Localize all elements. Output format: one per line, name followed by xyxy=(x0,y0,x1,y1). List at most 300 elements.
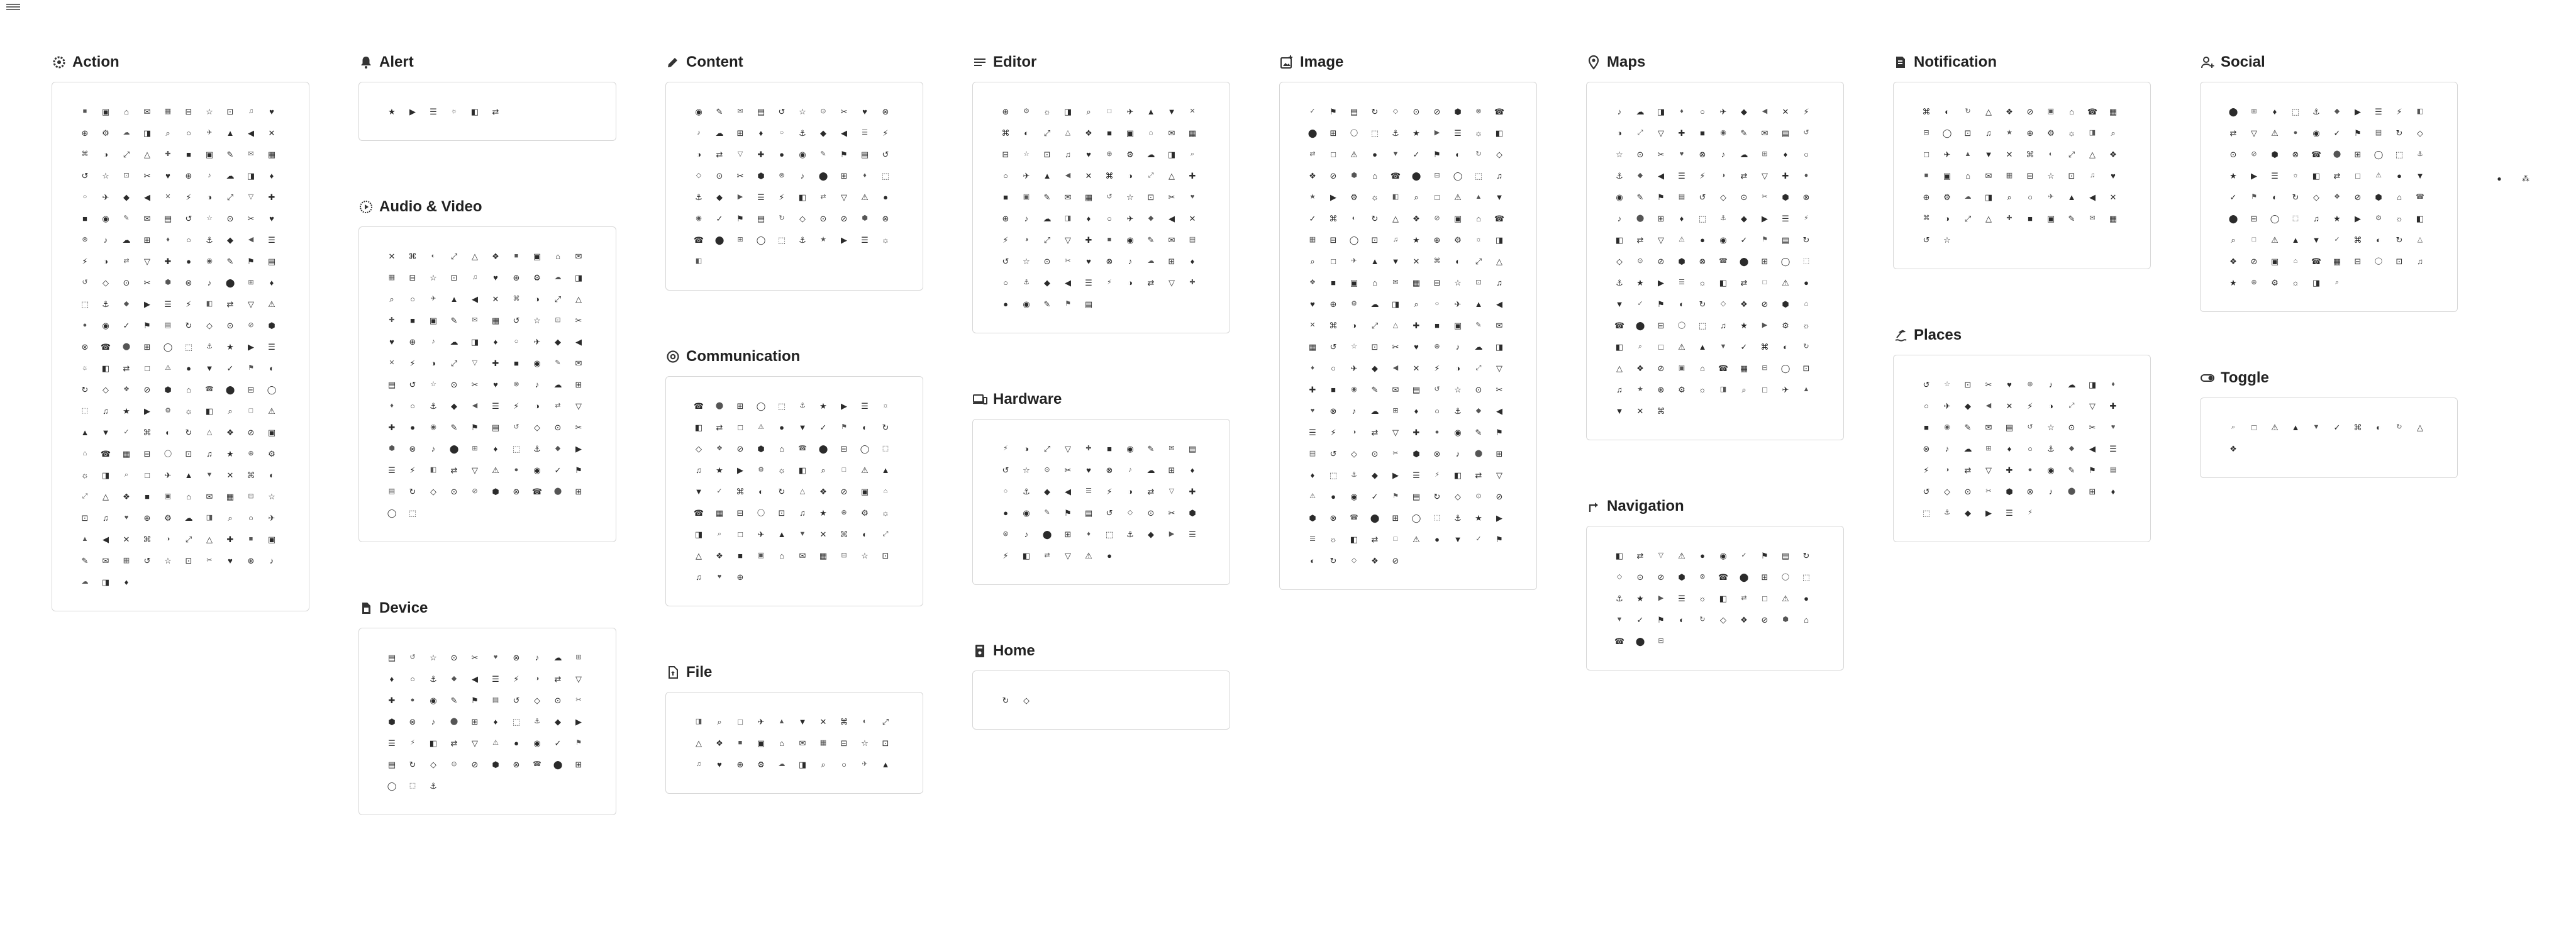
material-icon[interactable]: ★ xyxy=(820,235,826,243)
material-icon[interactable]: ▤ xyxy=(1412,384,1421,394)
material-icon[interactable]: ⊡ xyxy=(882,550,889,560)
material-icon[interactable]: ♥ xyxy=(1310,299,1315,309)
material-icon[interactable]: ❖ xyxy=(1085,128,1092,138)
material-icon[interactable]: ♫ xyxy=(1496,277,1502,287)
material-icon[interactable]: △ xyxy=(1616,363,1623,373)
material-icon[interactable]: ⇄ xyxy=(226,299,234,309)
material-icon[interactable]: ◉ xyxy=(1126,443,1134,453)
material-icon[interactable]: ⊙ xyxy=(123,277,130,287)
material-icon[interactable]: ◉ xyxy=(102,213,109,223)
material-icon[interactable]: ✉ xyxy=(1392,278,1399,286)
material-icon[interactable]: ⊗ xyxy=(2292,149,2299,159)
material-icon[interactable]: ☆ xyxy=(861,550,869,560)
material-icon[interactable]: ↻ xyxy=(1965,107,1971,115)
material-icon[interactable]: ♥ xyxy=(862,106,867,116)
material-icon[interactable]: ✓ xyxy=(1309,107,1316,115)
material-icon[interactable]: ✎ xyxy=(450,315,458,325)
material-icon[interactable]: ⊕ xyxy=(185,170,192,181)
material-icon[interactable]: ⊕ xyxy=(2251,278,2257,286)
material-icon[interactable]: ✈ xyxy=(757,716,765,726)
material-icon[interactable]: ⊙ xyxy=(2068,422,2075,432)
material-icon[interactable]: ◧ xyxy=(798,465,807,475)
material-icon[interactable]: ✈ xyxy=(1782,384,1789,394)
material-icon[interactable]: ▼ xyxy=(206,470,213,479)
material-icon[interactable]: ♦ xyxy=(1310,470,1315,480)
material-icon[interactable]: ▶ xyxy=(409,106,416,116)
material-icon[interactable]: ★ xyxy=(1636,593,1644,603)
material-icon[interactable]: ◧ xyxy=(470,106,479,116)
material-icon[interactable]: ● xyxy=(186,256,191,266)
material-icon[interactable]: ↺ xyxy=(2027,423,2033,431)
material-icon[interactable]: ○ xyxy=(1003,170,1008,181)
material-icon[interactable]: ✓ xyxy=(716,487,723,495)
material-icon[interactable]: ⚠ xyxy=(1454,192,1462,202)
material-icon[interactable]: ⚙ xyxy=(1350,192,1358,202)
material-icon[interactable]: ☰ xyxy=(1413,470,1420,480)
material-icon[interactable]: ⊗ xyxy=(882,213,889,223)
material-icon[interactable]: ◧ xyxy=(1350,534,1358,544)
material-icon[interactable]: ◆ xyxy=(1372,470,1378,480)
material-icon[interactable]: ▦ xyxy=(819,738,827,747)
material-icon[interactable]: ⌂ xyxy=(2397,192,2402,202)
material-icon[interactable]: ■ xyxy=(82,213,87,223)
material-icon[interactable]: ⚙ xyxy=(1943,192,1951,202)
material-icon[interactable]: ☰ xyxy=(2375,106,2382,116)
material-icon[interactable]: ☰ xyxy=(862,128,868,136)
material-icon[interactable]: ● xyxy=(883,192,888,202)
material-icon[interactable]: ☁ xyxy=(1146,149,1155,159)
material-icon[interactable]: ◑ xyxy=(165,535,170,543)
material-icon[interactable]: ☁ xyxy=(1963,443,1972,453)
material-icon[interactable]: ▲ xyxy=(1964,150,1972,158)
material-icon[interactable]: ◧ xyxy=(2416,213,2424,223)
material-icon[interactable]: ◧ xyxy=(1719,277,1728,287)
material-icon[interactable]: △ xyxy=(2417,235,2423,243)
material-icon[interactable]: ⊘ xyxy=(1657,363,1665,373)
material-icon[interactable]: ♦ xyxy=(1679,213,1684,223)
material-icon[interactable]: ↻ xyxy=(2292,192,2299,202)
material-icon[interactable]: ▼ xyxy=(2312,423,2320,431)
material-icon[interactable]: ▣ xyxy=(205,149,214,159)
material-icon[interactable]: ◐ xyxy=(862,422,867,432)
material-icon[interactable]: ◑ xyxy=(1024,443,1029,453)
material-icon[interactable]: ○ xyxy=(1804,149,1809,159)
material-icon[interactable]: ♥ xyxy=(717,759,722,769)
material-icon[interactable]: ⊞ xyxy=(737,235,743,243)
material-icon[interactable]: △ xyxy=(103,491,109,501)
material-icon[interactable]: ⬚ xyxy=(1698,213,1707,223)
material-icon[interactable]: ✉ xyxy=(799,738,806,748)
material-icon[interactable]: ⊘ xyxy=(247,427,255,437)
material-icon[interactable]: ▽ xyxy=(472,465,478,475)
material-icon[interactable]: ◆ xyxy=(1637,171,1643,179)
material-icon[interactable]: ◇ xyxy=(1023,695,1030,705)
material-icon[interactable]: ◆ xyxy=(227,235,233,245)
material-icon[interactable]: ◨ xyxy=(1657,106,1665,116)
material-icon[interactable]: ♫ xyxy=(2313,213,2319,223)
material-icon[interactable]: ☼ xyxy=(1699,593,1706,603)
material-icon[interactable]: ◑ xyxy=(1352,320,1357,330)
material-icon[interactable]: ↻ xyxy=(1433,491,1441,501)
material-icon[interactable]: ✓ xyxy=(1741,551,1747,559)
material-icon[interactable]: ⊟ xyxy=(1330,235,1337,245)
material-icon[interactable]: ⊙ xyxy=(716,170,723,181)
material-icon[interactable]: ◇ xyxy=(1616,572,1623,581)
material-icon[interactable]: ◐ xyxy=(1945,106,1950,116)
material-icon[interactable]: ⇄ xyxy=(492,106,499,116)
material-icon[interactable]: ❖ xyxy=(1740,299,1748,309)
material-icon[interactable]: ▲ xyxy=(80,427,89,437)
material-icon[interactable]: ↺ xyxy=(1106,508,1113,518)
material-icon[interactable]: △ xyxy=(696,550,702,560)
material-icon[interactable]: ◇ xyxy=(1720,615,1726,625)
material-icon[interactable]: ☼ xyxy=(81,364,89,372)
material-icon[interactable]: ✕ xyxy=(1413,256,1420,266)
material-icon[interactable]: ↻ xyxy=(882,422,889,432)
material-icon[interactable]: ◆ xyxy=(1372,363,1378,373)
material-icon[interactable]: ⌂ xyxy=(1965,170,1970,181)
material-icon[interactable]: ▶ xyxy=(1762,321,1768,329)
material-icon[interactable]: ⇄ xyxy=(1371,534,1379,544)
material-icon[interactable]: ▦ xyxy=(819,550,828,560)
material-icon[interactable]: ↻ xyxy=(1803,342,1809,350)
material-icon[interactable]: ⬤ xyxy=(2228,106,2238,116)
material-icon[interactable]: ○ xyxy=(2028,192,2033,202)
material-icon[interactable]: ⊘ xyxy=(2251,150,2257,158)
material-icon[interactable]: ↺ xyxy=(1002,256,1009,266)
material-icon[interactable]: ⌕ xyxy=(2231,423,2236,431)
material-icon[interactable]: ⊞ xyxy=(575,653,582,661)
material-icon[interactable]: ↺ xyxy=(1699,192,1706,202)
material-icon[interactable]: ✚ xyxy=(1413,427,1420,437)
material-icon[interactable]: ☰ xyxy=(1309,535,1316,543)
material-icon[interactable]: ⊘ xyxy=(2354,192,2362,202)
material-icon[interactable]: ■ xyxy=(738,738,743,747)
material-icon[interactable]: ♦ xyxy=(863,171,867,179)
material-icon[interactable]: ⌕ xyxy=(2231,235,2236,245)
material-icon[interactable]: ◉ xyxy=(1126,235,1134,245)
material-icon[interactable]: ⚓ xyxy=(2417,150,2423,158)
material-icon[interactable]: ☰ xyxy=(388,465,396,475)
material-icon[interactable]: ⊗ xyxy=(1802,192,1810,202)
material-icon[interactable]: ⬚ xyxy=(1370,128,1379,138)
material-icon[interactable]: ▣ xyxy=(1126,128,1135,138)
material-icon[interactable]: ✂ xyxy=(471,379,479,389)
material-icon[interactable]: ✎ xyxy=(226,149,234,159)
material-icon[interactable]: ✚ xyxy=(164,256,172,266)
material-icon[interactable]: ▦ xyxy=(388,273,396,281)
material-icon[interactable]: ♥ xyxy=(389,337,394,347)
material-icon[interactable]: ⌘ xyxy=(1657,406,1665,416)
material-icon[interactable]: ⊘ xyxy=(1657,572,1665,582)
material-icon[interactable]: ✎ xyxy=(123,214,130,222)
material-icon[interactable]: △ xyxy=(206,534,213,544)
material-icon[interactable]: ● xyxy=(1700,235,1705,245)
material-icon[interactable]: ◇ xyxy=(534,695,540,705)
material-icon[interactable]: ⚙ xyxy=(165,406,171,414)
material-icon[interactable]: ✂ xyxy=(206,556,213,564)
material-icon[interactable]: ⬢ xyxy=(268,320,275,330)
material-icon[interactable]: ⊞ xyxy=(736,401,744,411)
material-icon[interactable]: ⊕ xyxy=(2026,128,2034,138)
material-icon[interactable]: ✚ xyxy=(268,192,275,202)
material-icon[interactable]: ⚠ xyxy=(861,192,869,202)
material-icon[interactable]: ⊞ xyxy=(840,170,848,181)
material-icon[interactable]: ▼ xyxy=(205,363,214,373)
material-icon[interactable]: ◑ xyxy=(1128,170,1133,181)
material-icon[interactable]: ⇄ xyxy=(123,257,130,265)
material-icon[interactable]: ⤢ xyxy=(554,294,562,304)
material-icon[interactable]: ⬚ xyxy=(512,716,521,726)
material-icon[interactable]: ▦ xyxy=(226,491,235,501)
material-icon[interactable]: ❖ xyxy=(819,486,827,496)
material-icon[interactable]: ◀ xyxy=(472,294,478,304)
material-icon[interactable]: ○ xyxy=(248,513,253,523)
material-icon[interactable]: ✂ xyxy=(1064,465,1072,475)
material-icon[interactable]: ⊡ xyxy=(1043,149,1051,159)
material-icon[interactable]: ⬢ xyxy=(2006,486,2013,496)
material-icon[interactable]: ★ xyxy=(123,406,130,416)
material-icon[interactable]: ● xyxy=(1700,550,1705,560)
material-icon[interactable]: ▽ xyxy=(248,192,254,201)
material-icon[interactable]: ▤ xyxy=(387,759,396,769)
material-icon[interactable]: ▶ xyxy=(1658,594,1664,602)
material-icon[interactable]: ⊗ xyxy=(882,106,889,116)
material-icon[interactable]: △ xyxy=(696,738,702,748)
material-icon[interactable]: ♪ xyxy=(1455,342,1460,352)
material-icon[interactable]: ☰ xyxy=(1679,278,1685,286)
material-icon[interactable]: ⚙ xyxy=(2047,128,2055,138)
material-icon[interactable]: ◉ xyxy=(1944,423,1950,431)
material-icon[interactable]: ◐ xyxy=(862,529,867,539)
material-icon[interactable]: ★ xyxy=(716,465,723,475)
material-icon[interactable]: ■ xyxy=(410,315,415,325)
material-icon[interactable]: ⚑ xyxy=(841,423,847,431)
material-icon[interactable]: □ xyxy=(1107,107,1112,115)
material-icon[interactable]: ♪ xyxy=(1617,213,1622,223)
material-icon[interactable]: ☎ xyxy=(531,486,543,496)
material-icon[interactable]: ❖ xyxy=(716,444,723,452)
material-icon[interactable]: ⬢ xyxy=(1413,448,1420,459)
material-icon[interactable]: ★ xyxy=(1636,277,1644,287)
material-icon[interactable]: ⚡ xyxy=(2396,106,2402,116)
material-icon[interactable]: ♦ xyxy=(1087,530,1091,538)
material-icon[interactable]: ♥ xyxy=(1086,256,1091,266)
material-icon[interactable]: ■ xyxy=(1435,320,1440,330)
material-icon[interactable]: ◆ xyxy=(451,401,457,411)
material-icon[interactable]: ◯ xyxy=(387,781,397,791)
material-icon[interactable]: ⚠ xyxy=(492,738,499,747)
material-icon[interactable]: ● xyxy=(779,149,784,159)
material-icon[interactable]: ★ xyxy=(2229,277,2237,287)
material-icon[interactable]: ♥ xyxy=(493,379,498,389)
material-icon[interactable]: ↺ xyxy=(1434,385,1440,393)
material-icon[interactable]: ✓ xyxy=(554,738,562,748)
material-icon[interactable]: ⊟ xyxy=(409,272,416,282)
material-icon[interactable]: ◇ xyxy=(2313,192,2319,202)
material-icon[interactable]: ♥ xyxy=(124,513,129,521)
material-icon[interactable]: ⚡ xyxy=(186,299,192,309)
material-icon[interactable]: ⊞ xyxy=(2251,107,2257,115)
material-icon[interactable]: ■ xyxy=(1331,277,1336,287)
material-icon[interactable]: ◇ xyxy=(1616,256,1623,266)
material-icon[interactable]: ▤ xyxy=(1781,550,1790,560)
material-icon[interactable]: ⤢ xyxy=(185,534,192,544)
material-icon[interactable]: ▶ xyxy=(1762,213,1768,223)
material-icon[interactable]: □ xyxy=(1762,278,1767,286)
material-icon[interactable]: ◧ xyxy=(2312,170,2321,181)
material-icon[interactable]: ▤ xyxy=(267,256,276,266)
material-icon[interactable]: ⚙ xyxy=(757,759,765,769)
material-icon[interactable]: ↺ xyxy=(778,106,786,116)
material-icon[interactable]: ✈ xyxy=(2048,192,2054,201)
material-icon[interactable]: ♫ xyxy=(248,107,254,115)
material-icon[interactable]: ✉ xyxy=(737,107,743,115)
material-icon[interactable]: ⤢ xyxy=(882,530,889,538)
material-icon[interactable]: ⊞ xyxy=(1657,213,1665,223)
material-icon[interactable]: ⬤ xyxy=(2228,213,2238,223)
material-icon[interactable]: ⚑ xyxy=(1496,427,1503,437)
material-icon[interactable]: ⬢ xyxy=(2271,149,2279,159)
material-icon[interactable]: ▦ xyxy=(1412,277,1421,287)
material-icon[interactable]: ↻ xyxy=(1371,106,1379,116)
material-icon[interactable]: ◉ xyxy=(533,465,541,475)
material-icon[interactable]: ◆ xyxy=(1148,529,1154,539)
material-icon[interactable]: ⚓ xyxy=(102,299,109,309)
material-icon[interactable]: ⬤ xyxy=(2333,150,2341,158)
material-icon[interactable]: ⬤ xyxy=(1411,170,1421,181)
material-icon[interactable]: ▤ xyxy=(164,321,172,329)
material-icon[interactable]: ⌂ xyxy=(186,384,191,394)
material-icon[interactable]: ◆ xyxy=(451,674,457,682)
material-icon[interactable]: ◨ xyxy=(206,513,213,521)
material-icon[interactable]: ⬚ xyxy=(184,342,193,352)
material-icon[interactable]: ⊙ xyxy=(450,486,458,496)
material-icon[interactable]: ⚓ xyxy=(430,674,437,684)
material-icon[interactable]: ♫ xyxy=(206,448,213,459)
material-icon[interactable]: ⊗ xyxy=(1699,149,1706,159)
material-icon[interactable]: ✎ xyxy=(555,359,561,367)
material-icon[interactable]: ⚑ xyxy=(1761,550,1768,560)
material-icon[interactable]: ◆ xyxy=(123,299,130,308)
material-icon[interactable]: ☁ xyxy=(1043,213,1052,223)
material-icon[interactable]: ⬤ xyxy=(715,401,724,409)
material-icon[interactable]: ♦ xyxy=(493,443,498,453)
material-icon[interactable]: ✚ xyxy=(1309,384,1316,394)
material-icon[interactable]: ◨ xyxy=(1719,385,1727,393)
material-icon[interactable]: ✓ xyxy=(819,422,827,432)
material-icon[interactable]: ✕ xyxy=(819,529,827,539)
material-icon[interactable]: ⇄ xyxy=(716,422,723,432)
material-icon[interactable]: ♥ xyxy=(2111,423,2116,431)
material-icon[interactable]: ♦ xyxy=(493,337,498,347)
material-icon[interactable]: ☆ xyxy=(799,106,806,116)
material-icon[interactable]: ⊕ xyxy=(513,272,520,282)
material-icon[interactable]: ⚓ xyxy=(1616,277,1623,287)
material-icon[interactable]: ◐ xyxy=(1679,299,1684,309)
material-icon[interactable]: ◧ xyxy=(2416,107,2424,115)
material-icon[interactable]: ▶ xyxy=(2251,170,2257,181)
material-icon[interactable]: ☎ xyxy=(2311,149,2322,159)
material-icon[interactable]: ⤢ xyxy=(123,149,130,159)
material-icon[interactable]: ♪ xyxy=(1945,443,1950,453)
material-icon[interactable]: ☼ xyxy=(2292,277,2299,287)
material-icon[interactable]: ⬤ xyxy=(553,487,562,495)
material-icon[interactable]: ⬚ xyxy=(2291,106,2300,116)
material-icon[interactable]: ♪ xyxy=(431,337,435,345)
material-icon[interactable]: ◑ xyxy=(696,149,701,159)
material-icon[interactable]: ⚙ xyxy=(861,508,869,518)
material-icon[interactable]: ▣ xyxy=(1350,277,1358,287)
material-icon[interactable]: ◇ xyxy=(1127,508,1133,516)
material-icon[interactable]: ⌘ xyxy=(2026,149,2035,159)
material-icon[interactable]: ⚡ xyxy=(513,401,519,411)
material-icon[interactable]: ▲ xyxy=(881,759,890,769)
material-icon[interactable]: ⌕ xyxy=(2007,192,2012,202)
material-icon[interactable]: ▶ xyxy=(1496,513,1502,523)
material-icon[interactable]: ◧ xyxy=(695,257,702,265)
material-icon[interactable]: ★ xyxy=(2229,170,2237,181)
material-icon[interactable]: ✈ xyxy=(862,760,868,768)
material-icon[interactable]: ✕ xyxy=(2006,401,2013,411)
material-icon[interactable]: ✕ xyxy=(1413,363,1420,373)
material-icon[interactable]: ♪ xyxy=(1128,256,1133,266)
material-icon[interactable]: ▣ xyxy=(1943,170,1951,181)
material-icon[interactable]: ⬚ xyxy=(2292,214,2299,222)
material-icon[interactable]: ↺ xyxy=(409,653,416,661)
material-icon[interactable]: ◯ xyxy=(1677,321,1686,329)
material-icon[interactable]: ⚡ xyxy=(2028,508,2033,516)
material-icon[interactable]: ⚙ xyxy=(164,513,172,523)
material-icon[interactable]: ♥ xyxy=(165,170,170,181)
material-icon[interactable]: ▲ xyxy=(881,465,890,475)
material-icon[interactable]: ↻ xyxy=(778,486,786,496)
material-icon[interactable]: ● xyxy=(1804,277,1809,287)
material-icon[interactable]: ◀ xyxy=(1496,406,1502,416)
material-icon[interactable]: ♫ xyxy=(696,572,702,582)
material-icon[interactable]: ◉ xyxy=(2312,128,2320,138)
material-icon[interactable]: ⊘ xyxy=(471,759,479,769)
material-icon[interactable]: ✓ xyxy=(123,428,130,436)
material-icon[interactable]: ⚠ xyxy=(2271,128,2279,138)
material-icon[interactable]: ☆ xyxy=(268,491,275,501)
material-icon[interactable]: ▲ xyxy=(226,128,235,138)
material-icon[interactable]: ✂ xyxy=(1985,487,1992,495)
material-icon[interactable]: ▦ xyxy=(2109,106,2118,116)
material-icon[interactable]: ♥ xyxy=(493,272,498,282)
material-icon[interactable]: ⊗ xyxy=(1330,406,1337,416)
material-icon[interactable]: ⚓ xyxy=(799,235,806,245)
material-icon[interactable]: ✂ xyxy=(1392,449,1399,457)
material-icon[interactable]: △ xyxy=(799,487,806,495)
material-icon[interactable]: ⬢ xyxy=(2375,192,2382,202)
material-icon[interactable]: ☆ xyxy=(102,170,109,181)
material-icon[interactable]: ☆ xyxy=(1023,465,1030,475)
material-icon[interactable]: ☼ xyxy=(1371,192,1379,202)
material-icon[interactable]: ⚡ xyxy=(1330,427,1336,437)
material-icon[interactable]: ◧ xyxy=(1719,593,1728,603)
material-icon[interactable]: ⌘ xyxy=(840,529,848,539)
material-icon[interactable]: ♪ xyxy=(2048,379,2053,389)
material-icon[interactable]: ✕ xyxy=(1309,321,1316,329)
material-icon[interactable]: ○ xyxy=(410,674,415,684)
material-icon[interactable]: ■ xyxy=(514,252,519,260)
material-icon[interactable]: ○ xyxy=(1435,299,1440,308)
material-icon[interactable]: ✈ xyxy=(1126,106,1134,116)
material-icon[interactable]: ⬚ xyxy=(1802,257,1810,265)
material-icon[interactable]: ✎ xyxy=(1636,192,1644,202)
material-icon[interactable]: ☼ xyxy=(1699,277,1706,287)
